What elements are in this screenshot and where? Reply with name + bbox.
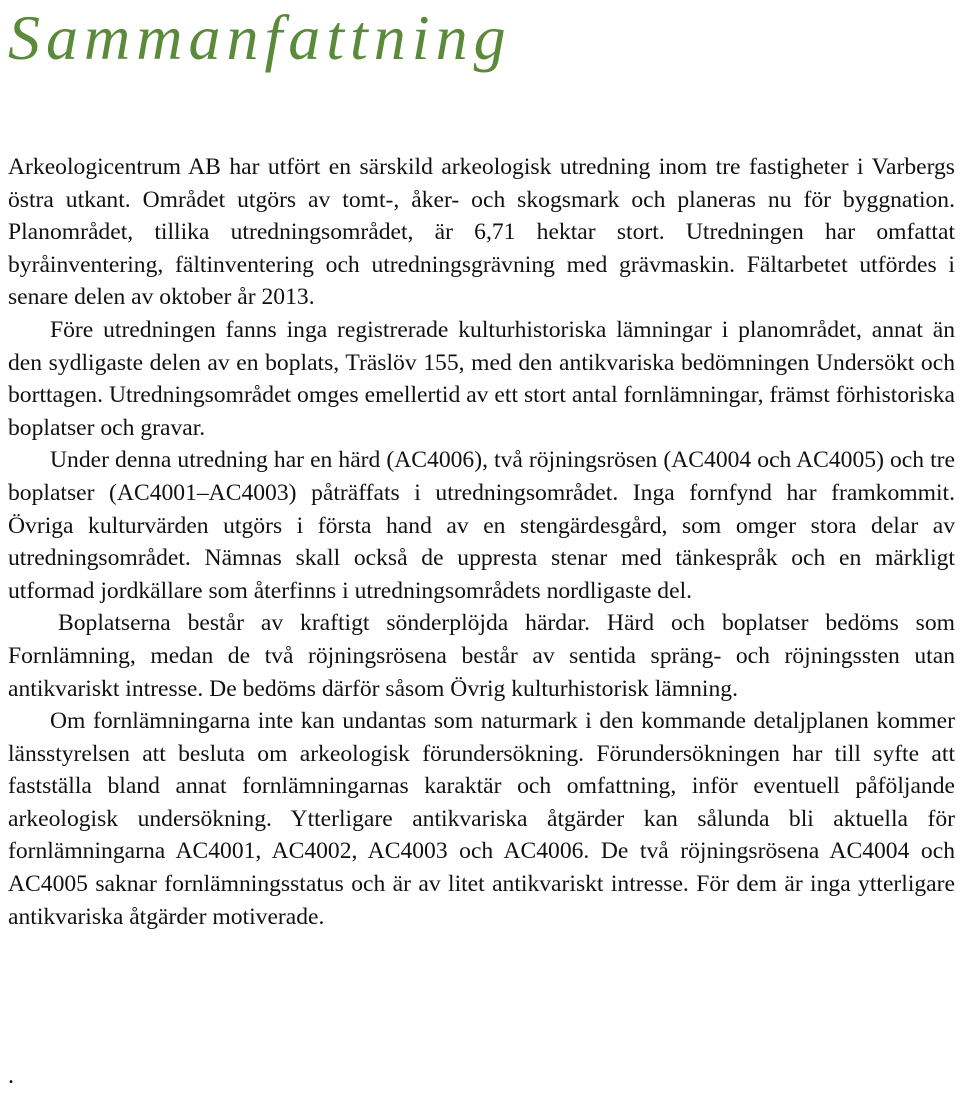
paragraph-intro: Arkeologicentrum AB har utfört en särskild arkeologisk utredning inom tre fastigheter i Varbergs östra utkant. Området utgörs av tomt-, åker- och skogsmark och planeras nu för byggnation. Planområdet, tillika utredningsområdet, är 6,71 hektar stort. Utredningen har omfattat byråinventering, fältinventering och utredningsgrävning med grävmaskin. Fältarbetet utfördes i senare delen av oktober år 2013.: [8, 154, 955, 311]
paragraph-assessment: Boplatserna består av kraftigt sönderplöjda härdar. Härd och boplatser bedöms som Fornlämning, medan de två röjningsrösena består av sentida spräng- och röjningssten utan antikvariskt intresse. De bedöms därför såsom Övrig kulturhistorisk lämning.: [8, 610, 955, 702]
paragraph-prior-knowledge: Före utredningen fanns inga registrerade kulturhistoriska lämningar i planområdet, annat än den sydligaste delen av en boplats, Träslöv 155, med den antikvariska bedömningen Undersökt och borttagen. Utredningsområdet omges emellertid av ett stort antal fornlämningar, främst förhistoriska boplatser och gravar.: [8, 316, 955, 441]
document-page: [8, 0, 955, 82]
page-title: Sammanfattning: [8, 2, 512, 73]
paragraph-recommendation: Om fornlämningarna inte kan undantas som naturmark i den kommande detaljplanen kommer länsstyrelsen att besluta om arkeologisk förundersökning. Förundersökningen har till syfte att fastställa bland annat fornlämningarnas karaktär och omfattning, inför eventuell påföljande arkeologisk undersökning. Ytterligare antikvariska åtgärder kan sålunda bli aktuella för fornlämningarna AC4001, AC4002, AC4003 och AC4006. De två röjningsrösena AC4004 och AC4005 saknar fornlämningsstatus och är av litet antikvariskt intresse. För dem är inga ytterligare antikvariska åtgärder motiverade.: [8, 708, 955, 930]
trailing-mark: .: [8, 1063, 14, 1089]
paragraph-findings: Under denna utredning har en härd (AC4006), två röjningsrösen (AC4004 och AC4005) och tre boplatser (AC4001–AC4003) påträffats i utredningsområdet. Inga fornfynd har framkommit. Övriga kulturvärden utgörs i första hand av en stengärdesgård, som omger stora delar av utredningsområdet. Nämnas skall också de uppresta stenar med tänkespråk och en märkligt utformad jordkällare som återfinns i utredningsområdets nordligaste del.: [8, 447, 955, 604]
document-body: [8, 151, 955, 933]
